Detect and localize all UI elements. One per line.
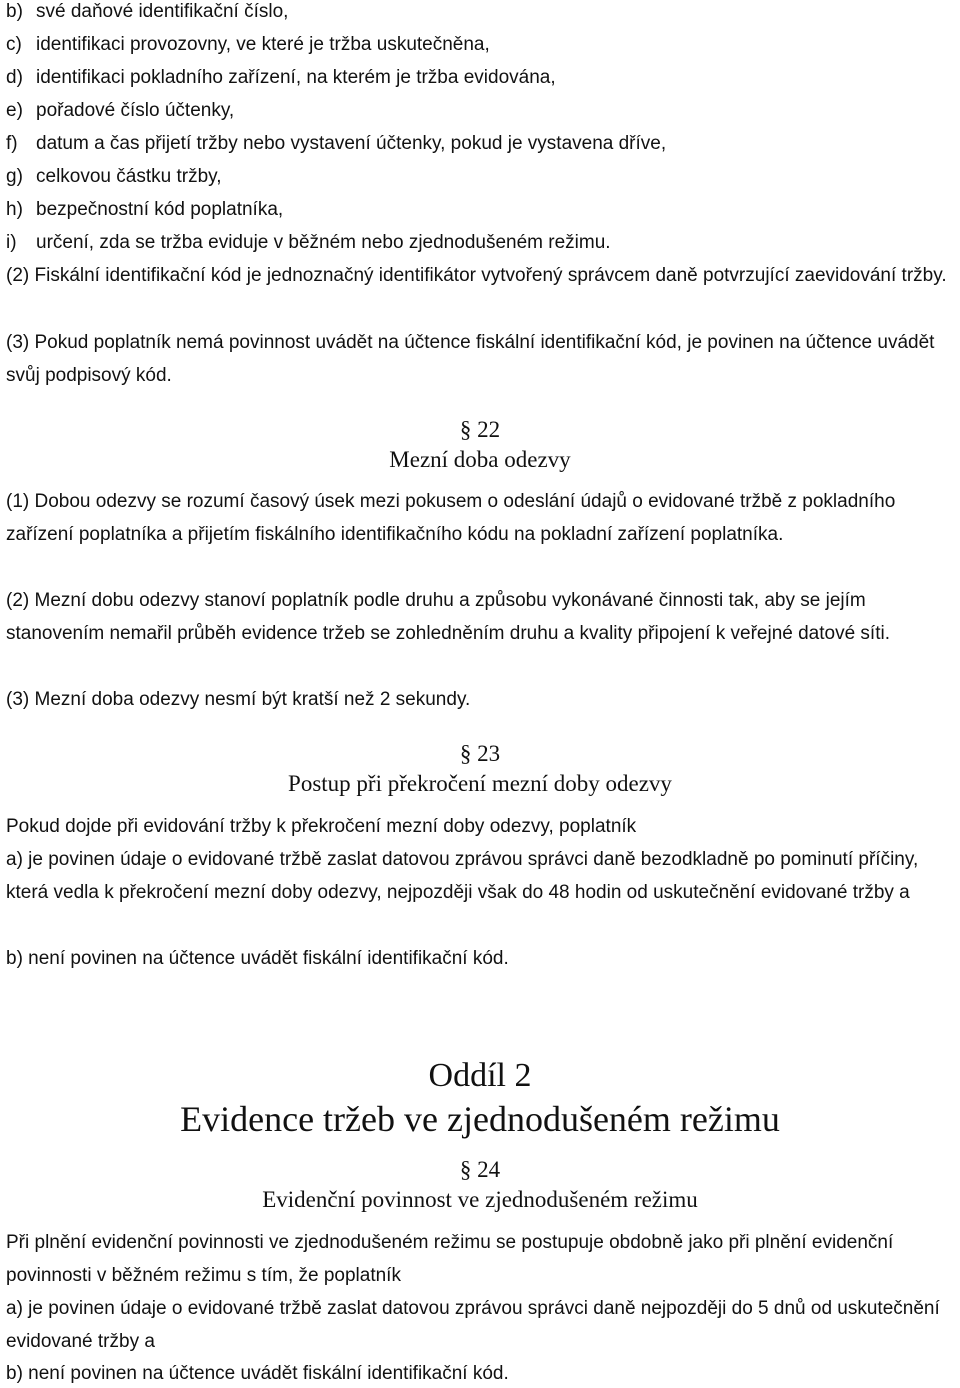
list-item: b) není povinen na účtence uvádět fiskální identifikační kód.: [6, 948, 509, 969]
list-item-label: f): [6, 133, 18, 154]
list-item-text: pořadové číslo účtenky,: [36, 100, 235, 121]
list-item: [6, 226, 956, 259]
part-number: Oddíl 2: [428, 1057, 532, 1094]
list-item-text: identifikaci provozovny, ve které je tržba uskutečněna,: [36, 34, 490, 55]
paragraph: (2) Fiskální identifikační kód je jednoznačný identifikátor vytvořený správcem daně potvrzující zaevidování tržby.: [6, 265, 947, 286]
list-item-text: určení, zda se tržba eviduje v běžném nebo zjednodušeném režimu.: [36, 232, 611, 253]
list-item-text: celkovou částku tržby,: [36, 166, 222, 187]
list-item-label: d): [6, 67, 23, 88]
list-item: [6, 28, 956, 61]
list-item: [6, 94, 956, 127]
paragraph: (1) Dobou odezvy se rozumí časový úsek mezi pokusem o odeslání údajů o evidované tržbě z pokladního zařízení poplatníka a přijetím fiskálního identifikačního kódu na pokladní zařízení poplatníka.: [6, 491, 896, 545]
list-item: [6, 0, 956, 28]
list-item: b) není povinen na účtence uvádět fiskální identifikační kód.: [6, 1363, 509, 1384]
part-title: Evidence tržeb ve zjednodušeném režimu: [180, 1099, 780, 1139]
list-item-text: identifikaci pokladního zařízení, na kterém je tržba evidována,: [36, 67, 556, 88]
list-item: [6, 193, 956, 226]
list-item: [6, 61, 956, 94]
list-item: a) je povinen údaje o evidované tržbě zaslat datovou zprávou správci daně nejpozději do 5 dnů od uskutečnění evidované tržby a: [6, 1298, 940, 1352]
section-number: § 24: [459, 1157, 501, 1182]
list-item-label: g): [6, 166, 23, 187]
list-item-label: c): [6, 34, 22, 55]
section-number: § 23: [459, 741, 501, 766]
paragraph: Při plnění evidenční povinnosti ve zjednodušeném režimu se postupuje obdobně jako při plnění evidenční povinnosti v běžném režimu s tím, že poplatník: [6, 1232, 894, 1286]
list-item-label: i): [6, 232, 17, 253]
list-item-label: h): [6, 199, 23, 220]
paragraph: (3) Pokud poplatník nemá povinnost uvádět na účtence fiskální identifikační kód, je povinen na účtence uvádět svůj podpisový kód.: [6, 332, 935, 386]
list-item-text: bezpečnostní kód poplatníka,: [36, 199, 284, 220]
paragraph: Pokud dojde při evidování tržby k překročení mezní doby odezvy, poplatník: [6, 816, 637, 837]
section-title: Mezní doba odezvy: [389, 447, 571, 472]
paragraph: (3) Mezní doba odezvy nesmí být kratší než 2 sekundy.: [6, 689, 471, 710]
list-item-label: b): [6, 1, 23, 22]
list-item-label: e): [6, 100, 23, 121]
list-item-text: datum a čas přijetí tržby nebo vystavení účtenky, pokud je vystavena dříve,: [36, 133, 667, 154]
section-number: § 22: [459, 417, 501, 442]
list-item-text: své daňové identifikační číslo,: [36, 1, 289, 22]
list-item: [6, 127, 956, 160]
section-title: Postup při překročení mezní doby odezvy: [288, 771, 672, 796]
paragraph: (2) Mezní dobu odezvy stanoví poplatník podle druhu a způsobu vykonávané činnosti tak, aby se jejím stanovením nemařil průběh evidence tržeb se zohledněním druhu a kvality připojení k veřejné datové síti.: [6, 590, 890, 644]
list-item: a) je povinen údaje o evidované tržbě zaslat datovou zprávou správci daně bezodkladně po pominutí příčiny, která vedla k překročení mezní doby odezvy, nejpozději však do 48 hodin od uskutečnění evidované tržby a: [6, 849, 919, 903]
section-title: Evidenční povinnost ve zjednodušeném režimu: [262, 1187, 698, 1212]
list-item: [6, 160, 956, 193]
